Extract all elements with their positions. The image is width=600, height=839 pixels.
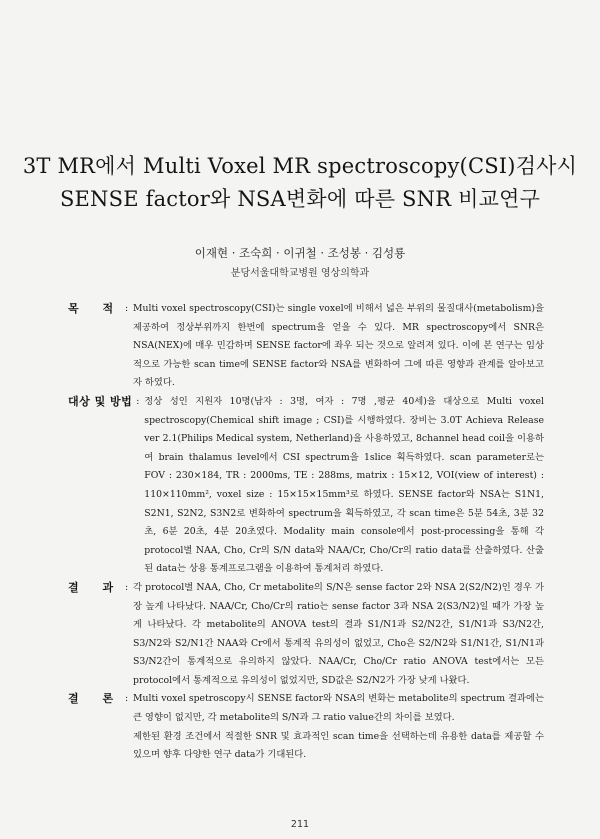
section-method [68, 393, 544, 579]
section-text-conclusion [133, 690, 544, 764]
section-results [68, 579, 544, 691]
affiliation: 분당서울대학교병원 영상의학과 [230, 268, 370, 279]
label-colon: : [125, 303, 129, 314]
conclusion-paragraph-1: Multi voxel spetroscopy시 SENSE factor와 NSA의 변화는 metabolite의 spectrum 결과에는 큰 영향이 없지만, 각 metabolite의 S/N과 그 ratio value간의 차이를 보였다. [133, 693, 544, 724]
section-label-results: 결 과 [68, 580, 124, 594]
page-number: 211 [290, 819, 310, 830]
section-text-purpose: Multi voxel spectroscopy(CSI)는 single voxel에 비해서 넓은 부위의 물질대사(metabolism)을 제공하여 정상부위까지 한번에 spectrum을 얻을 수 있다. MR spectroscopy에서 SNR은 NSA(NEX)에 매우 민감하며 SENSE factor에 좌우 되는 것으로 알려져 있다. 이에 본 연구는 임상적으로 가능한 scan time에 SENSE factor와 NSA를 변화하여 그에 따른 영향과 관계를 알아보고자 하였다. [133, 303, 544, 389]
section-conclusion [68, 690, 544, 764]
label-colon: : [125, 693, 129, 705]
paper-title-line-2: SENSE factor와 NSA변화에 따른 SNR 비교연구 [59, 187, 541, 211]
section-purpose [68, 300, 544, 393]
label-colon: : [125, 581, 129, 593]
section-text-method: 정상 성인 지원자 10명(남자 : 3명, 여자 : 7명 ,평균 40세)을 대상으로 Multi voxel spectroscopy(Chemical shift image ; CSI)를 시행하였다. 장비는 3.0T Achieva Release ver 2.1(Philips Medical system, Netherland)을 사용하였고, 8channel head coil을 이용하여 brain thalamus level에서 CSI spectrum을 1slice 획득하였다. scan parameter로는 FOV : 230×184, TR : 2000ms, TE : 288ms, matrix : 15×12, VOI(view of interest) : 110×110mm², voxel size : 15×15×15mm³로 하였다. SENSE factor와 NSA는 S1N1, S2N1, S2N2, S3N2로 변화하여 spectrum을 획득하였고, 각 scan time은 5분 54초, 3분 32초, 6분 20초, 4분 20초였다. Modality main console에서 post-processing을 통해 각 protocol별 NAA, Cho, Cr의 S/N data와 NAA/Cr, Cho/Cr의 ratio data를 산출하였다. 산출된 data는 상용 통계프로그램을 이용하여 통계처리 하였다. [144, 395, 544, 575]
label-colon: : [136, 395, 140, 407]
paper-title-line-1: 3T MR에서 Multi Voxel MR spectroscopy(CSI)검사시 [22, 154, 578, 178]
section-text-results: 각 protocol별 NAA, Cho, Cr metabolite의 S/N은 sense factor 2와 NSA 2(S2/N2)인 경우 가장 높게 나타났다. NAA/Cr, Cho/Cr의 ratio는 sense factor 3과 NSA 2(S3/N2)일 때가 가장 높게 나타났다. 각 metabolite의 ANOVA test의 결과 S1/N1과 S2/N2간, S1/N1과 S3/N2간, S3/N2와 S2/N1간 NAA와 Cr에서 통계적 유의성이 없었고, Cho은 S2/N2와 S1/N1간, S1/N1과 S3/N2간이 통계적으로 유의하지 않았다. NAA/Cr, Cho/Cr ratio ANOVA test에서는 모든 protocol에서 통계적으로 유의성이 없었지만, SD값은 S2/N2가 가장 낮게 나왔다. [133, 581, 544, 686]
author-list: 이재현 · 조숙희 · 이귀철 · 조성봉 · 김성룡 [194, 246, 406, 260]
abstract [68, 300, 544, 765]
section-label-purpose: 목 적 [68, 302, 124, 315]
section-label-method: 대상 및 방법 [68, 394, 133, 408]
section-label-conclusion: 결 론 [68, 692, 124, 706]
conclusion-paragraph-2: 제한된 환경 조건에서 적절한 SNR 및 효과적인 scan time을 선택하는데 유용한 data를 제공할 수 있으며 향후 다양한 연구 data가 기대된다. [133, 730, 544, 761]
